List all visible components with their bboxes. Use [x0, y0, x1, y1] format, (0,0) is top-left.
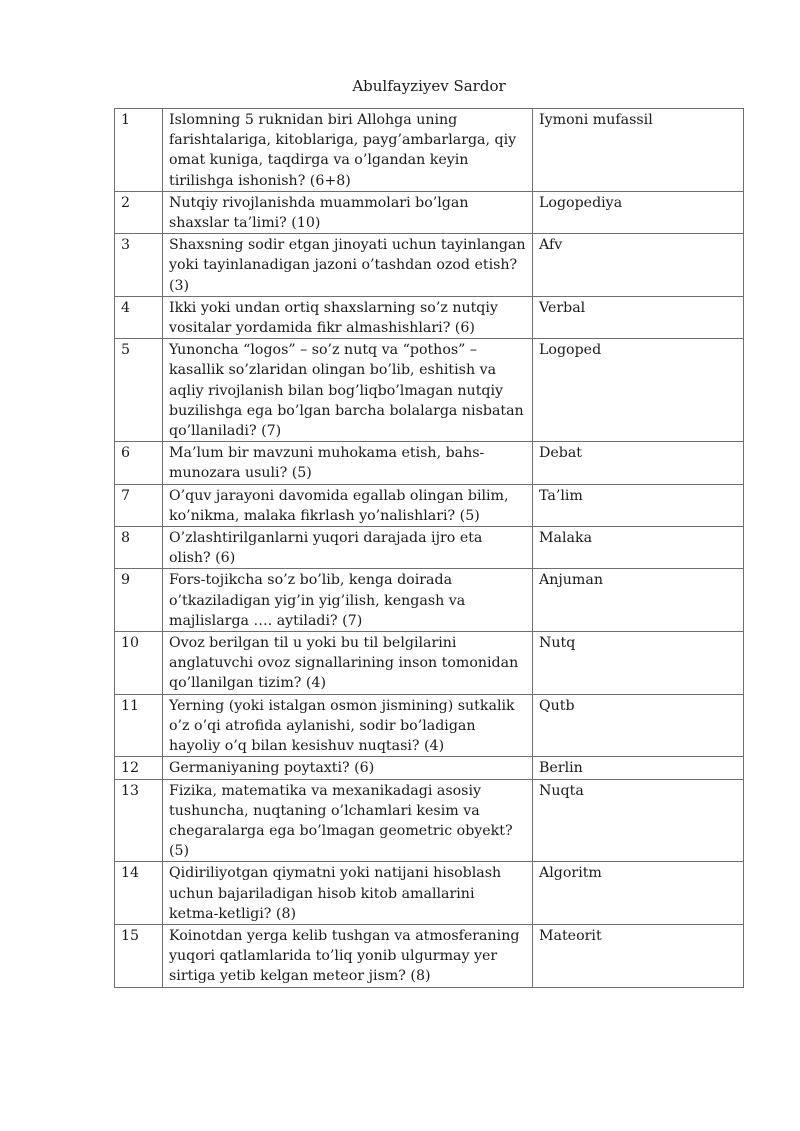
answer-text: Qutb: [533, 694, 744, 757]
table-row: [115, 484, 744, 526]
question-text: Shaxsning sodir etgan jinoyati uchun tayinlangan yoki tayinlanadigan jazoni o’tashdan ozod etish? (3): [163, 234, 533, 297]
table-row: [115, 694, 744, 757]
question-text: O’zlashtirilganlarni yuqori darajada ijro eta olish? (6): [163, 527, 533, 569]
row-number: 13: [115, 779, 163, 862]
table-row: [115, 442, 744, 484]
question-text: Ma’lum bir mavzuni muhokama etish, bahs-munozara usuli? (5): [163, 442, 533, 484]
row-number: 3: [115, 234, 163, 297]
answer-text: Mateorit: [533, 924, 744, 987]
question-text: Koinotdan yerga kelib tushgan va atmosferaning yuqori qatlamlarida to’liq yonib ulgurmay yer sirtiga yetib kelgan meteor jism? (8): [163, 924, 533, 987]
row-number: 8: [115, 527, 163, 569]
answer-text: Anjuman: [533, 569, 744, 632]
question-text: Yunoncha “logos” – so’z nutq va “pothos” – kasallik so’zlaridan olingan bo’lib, eshitish va aqliy rivojlanish bilan bog’liqbo’lmagan nutqiy buzilishga ega bo’lgan barcha bolalarga nisbatan qo’llaniladi? (7): [163, 339, 533, 442]
table-row: [115, 569, 744, 632]
answer-text: Verbal: [533, 296, 744, 338]
row-number: 12: [115, 757, 163, 779]
question-text: Qidiriliyotgan qiymatni yoki natijani hisoblash uchun bajariladigan hisob kitob amallarini ketma-ketligi? (8): [163, 862, 533, 925]
table-row: [115, 779, 744, 862]
question-text: Fizika, matematika va mexanikadagi asosiy tushuncha, nuqtaning o’lchamlari kesim va chegaralarga ega bo’lmagan geometric obyekt? (5): [163, 779, 533, 862]
answer-text: Nuqta: [533, 779, 744, 862]
row-number: 7: [115, 484, 163, 526]
answer-text: Berlin: [533, 757, 744, 779]
answer-text: Logoped: [533, 339, 744, 442]
row-number: 15: [115, 924, 163, 987]
row-number: 6: [115, 442, 163, 484]
table-row: [115, 924, 744, 987]
table-row: [115, 757, 744, 779]
answer-text: Afv: [533, 234, 744, 297]
table-row: [115, 234, 744, 297]
answer-text: Malaka: [533, 527, 744, 569]
table-row: [115, 339, 744, 442]
row-number: 1: [115, 109, 163, 192]
page-title: Abulfayziyev Sardor: [352, 77, 506, 95]
answer-text: Ta’lim: [533, 484, 744, 526]
answer-text: Nutq: [533, 632, 744, 695]
question-text: Ikki yoki undan ortiq shaxslarning so’z nutqiy vositalar yordamida fikr almashishlari? (6): [163, 296, 533, 338]
question-text: Islomning 5 ruknidan biri Allohga uning farishtalariga, kitoblariga, payg’ambarlarga, qiy omat kuniga, taqdirga va o’lgandan keyin tirilishga ishonish? (6+8): [163, 109, 533, 192]
row-number: 10: [115, 632, 163, 695]
row-number: 5: [115, 339, 163, 442]
question-text: Germaniyaning poytaxti? (6): [163, 757, 533, 779]
answer-text: Debat: [533, 442, 744, 484]
table-row: [115, 527, 744, 569]
row-number: 14: [115, 862, 163, 925]
table-row: [115, 109, 744, 192]
question-text: Fors-tojikcha so’z bo’lib, kenga doirada o’tkaziladigan yig’in yig’ilish, kengash va majlislarga …. aytiladi? (7): [163, 569, 533, 632]
question-text: Nutqiy rivojlanishda muammolari bo’lgan shaxslar ta’limi? (10): [163, 191, 533, 233]
question-text: Ovoz berilgan til u yoki bu til belgilarini anglatuvchi ovoz signallarining inson tomonidan qo’llanilgan tizim? (4): [163, 632, 533, 695]
question-text: O’quv jarayoni davomida egallab olingan bilim, ko’nikma, malaka fikrlash yo’nalishlari? (5): [163, 484, 533, 526]
answer-text: Iymoni mufassil: [533, 109, 744, 192]
table-row: [115, 296, 744, 338]
row-number: 4: [115, 296, 163, 338]
answer-text: Algoritm: [533, 862, 744, 925]
table-row: [115, 632, 744, 695]
row-number: 2: [115, 191, 163, 233]
row-number: 11: [115, 694, 163, 757]
questions-table: [114, 108, 744, 988]
row-number: 9: [115, 569, 163, 632]
answer-text: Logopediya: [533, 191, 744, 233]
question-text: Yerning (yoki istalgan osmon jismining) sutkalik o’z o’qi atrofida aylanishi, sodir bo’ladigan hayoliy o’q bilan kesishuv nuqtasi? (4): [163, 694, 533, 757]
table-row: [115, 862, 744, 925]
table-row: [115, 191, 744, 233]
